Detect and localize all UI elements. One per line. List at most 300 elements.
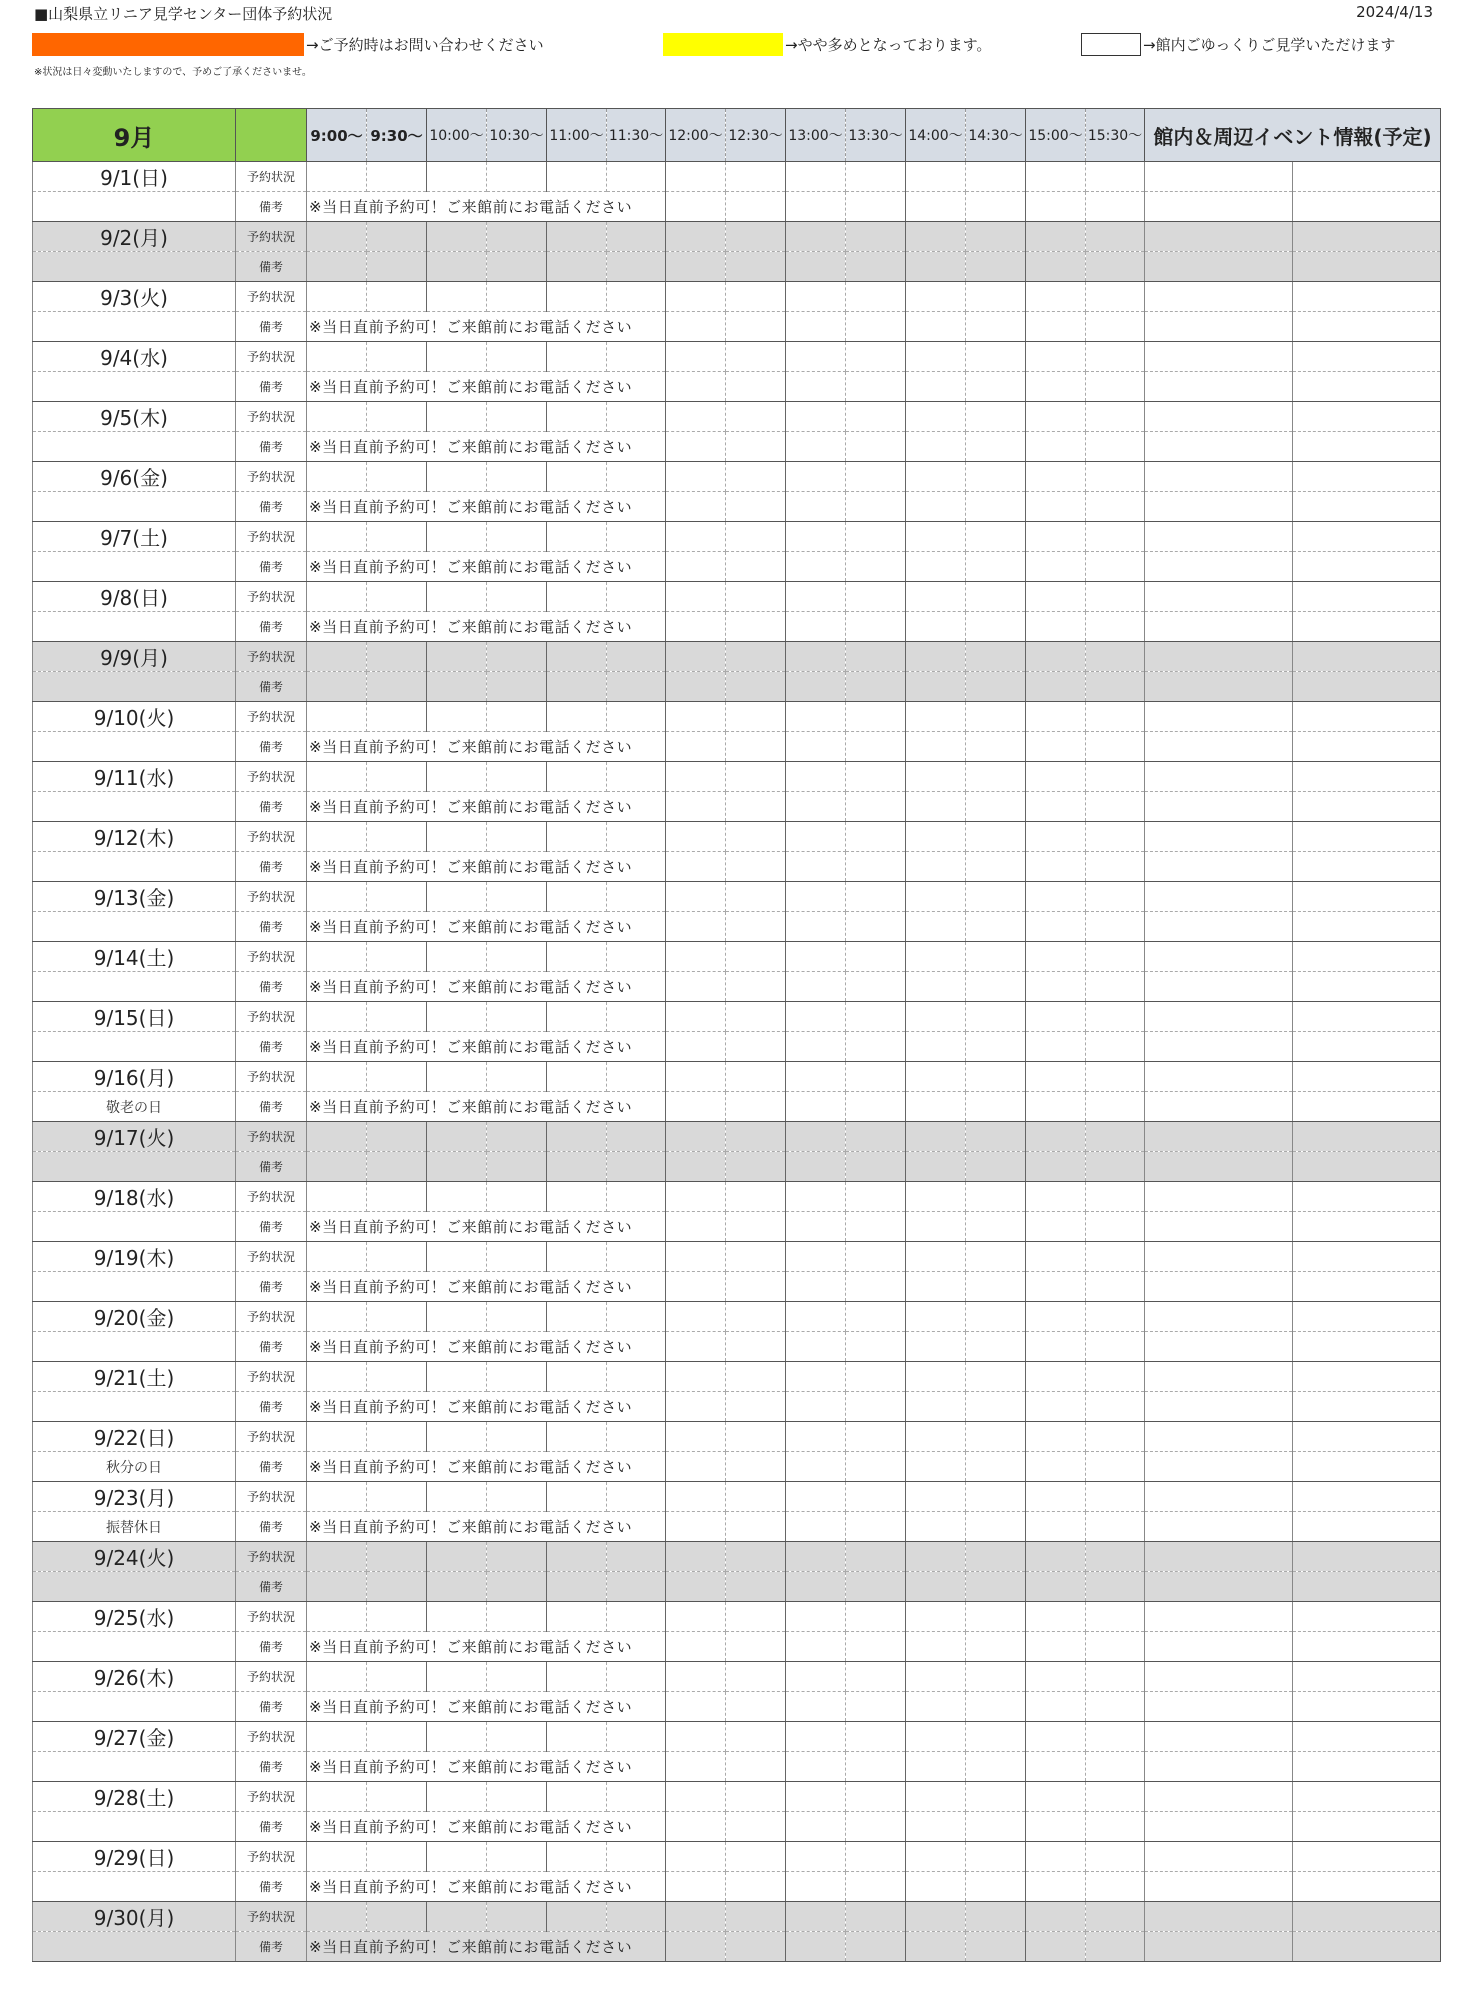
status-slot (547, 942, 607, 972)
status-slot (307, 1602, 367, 1632)
status-slot (1086, 1662, 1145, 1692)
day-status-row (33, 1722, 1441, 1752)
remark-slot (1086, 612, 1145, 642)
status-slot (726, 1362, 786, 1392)
status-slot (547, 1542, 607, 1572)
status-slot (1026, 1242, 1086, 1272)
status-slot (607, 702, 666, 732)
remark-slot (666, 1512, 726, 1542)
status-slot (607, 762, 666, 792)
day-remarks-row (33, 1452, 1441, 1482)
status-slot (547, 1122, 607, 1152)
status-slot (487, 1422, 547, 1452)
status-slot (427, 582, 487, 612)
remark-slot (726, 1212, 786, 1242)
day-remarks-row (33, 1212, 1441, 1242)
status-slot (906, 582, 966, 612)
status-slot (666, 642, 726, 672)
status-slot (307, 1482, 367, 1512)
status-slot (607, 1002, 666, 1032)
day-holiday-note (33, 612, 236, 642)
status-slot (1086, 642, 1145, 672)
status-slot (1086, 1602, 1145, 1632)
day-date: 9/2(月) (33, 222, 236, 252)
remark-text: ※当日直前予約可！ご来館前にお電話ください (307, 1812, 666, 1842)
remark-slot (786, 1392, 846, 1422)
status-slot (487, 462, 547, 492)
event-cell (1145, 1032, 1293, 1062)
event-cell (1293, 822, 1441, 852)
status-slot (307, 942, 367, 972)
status-slot (1026, 822, 1086, 852)
status-slot (367, 702, 427, 732)
event-cell (1293, 672, 1441, 702)
day-remarks-row (33, 912, 1441, 942)
status-slot (786, 582, 846, 612)
event-cell (1293, 402, 1441, 432)
event-cell (1293, 1782, 1441, 1812)
status-slot (666, 1842, 726, 1872)
remark-slot (666, 732, 726, 762)
event-cell (1145, 1722, 1293, 1752)
status-slot (427, 1422, 487, 1452)
event-cell (1293, 312, 1441, 342)
status-slot (547, 582, 607, 612)
remark-slot (726, 1332, 786, 1362)
event-cell (1145, 582, 1293, 612)
remark-slot (726, 732, 786, 762)
remark-slot (1026, 252, 1086, 282)
event-cell (1293, 1752, 1441, 1782)
status-label: 予約状況 (236, 1662, 307, 1692)
remark-text: ※当日直前予約可！ご来館前にお電話ください (307, 1632, 666, 1662)
event-cell (1293, 612, 1441, 642)
remark-slot (906, 252, 966, 282)
status-slot (1026, 1122, 1086, 1152)
status-slot (307, 1782, 367, 1812)
remark-slot (846, 1452, 906, 1482)
time-header: 14:00〜 (906, 109, 966, 162)
status-slot (487, 582, 547, 612)
day-remarks-row (33, 1272, 1441, 1302)
status-slot (1086, 222, 1145, 252)
status-slot (1026, 882, 1086, 912)
status-slot (607, 1122, 666, 1152)
day-remarks-row (33, 1932, 1441, 1962)
status-slot (906, 1902, 966, 1932)
day-date: 9/20(金) (33, 1302, 236, 1332)
updated-date: 2024/4/13 (1356, 3, 1433, 21)
status-slot (666, 222, 726, 252)
status-slot (367, 942, 427, 972)
status-slot (487, 282, 547, 312)
day-holiday-note (33, 792, 236, 822)
status-slot (1086, 1242, 1145, 1272)
event-cell (1145, 1122, 1293, 1152)
remark-slot (547, 252, 607, 282)
status-slot (547, 402, 607, 432)
status-label: 予約状況 (236, 522, 307, 552)
remark-slot (906, 672, 966, 702)
remark-slot (966, 312, 1026, 342)
status-slot (786, 882, 846, 912)
status-slot (966, 1302, 1026, 1332)
status-slot (1026, 1542, 1086, 1572)
remark-slot (726, 1152, 786, 1182)
day-date: 9/17(火) (33, 1122, 236, 1152)
time-header: 9:00〜 (307, 109, 367, 162)
event-cell (1293, 1722, 1441, 1752)
status-slot (666, 282, 726, 312)
remark-slot (666, 1332, 726, 1362)
status-slot (487, 1242, 547, 1272)
event-cell (1145, 1752, 1293, 1782)
status-slot (666, 1902, 726, 1932)
status-slot (786, 282, 846, 312)
remark-text: ※当日直前予約可！ご来館前にお電話ください (307, 492, 666, 522)
remark-slot (666, 1452, 726, 1482)
day-date: 9/10(火) (33, 702, 236, 732)
status-slot (906, 1662, 966, 1692)
day-status-row (33, 1302, 1441, 1332)
remark-slot (966, 732, 1026, 762)
status-slot (367, 642, 427, 672)
remark-slot (846, 1632, 906, 1662)
remark-slot (726, 612, 786, 642)
status-label: 予約状況 (236, 1362, 307, 1392)
status-slot (906, 1482, 966, 1512)
status-slot (367, 762, 427, 792)
time-header: 10:00〜 (427, 109, 487, 162)
remarks-label: 備考 (236, 852, 307, 882)
status-slot (966, 942, 1026, 972)
remark-slot (547, 1152, 607, 1182)
status-slot (726, 1722, 786, 1752)
status-slot (547, 642, 607, 672)
status-slot (427, 1182, 487, 1212)
status-slot (786, 1002, 846, 1032)
status-slot (1086, 1122, 1145, 1152)
status-label: 予約状況 (236, 1302, 307, 1332)
remark-slot (1086, 1572, 1145, 1602)
status-slot (846, 1182, 906, 1212)
day-remarks-row (33, 852, 1441, 882)
time-header: 10:30〜 (487, 109, 547, 162)
remark-slot (906, 1392, 966, 1422)
remark-slot (1086, 1092, 1145, 1122)
status-slot (966, 702, 1026, 732)
status-slot (427, 1122, 487, 1152)
remark-slot (846, 1692, 906, 1722)
remark-slot (1026, 492, 1086, 522)
time-header: 11:00〜 (547, 109, 607, 162)
day-remarks-row (33, 432, 1441, 462)
remark-slot (1026, 1752, 1086, 1782)
status-slot (427, 942, 487, 972)
day-holiday-note: 敬老の日 (33, 1092, 236, 1122)
status-slot (1086, 882, 1145, 912)
event-cell (1293, 1332, 1441, 1362)
status-slot (846, 702, 906, 732)
status-slot (786, 1602, 846, 1632)
remark-slot (666, 792, 726, 822)
day-status-row (33, 1842, 1441, 1872)
remark-slot (666, 1632, 726, 1662)
status-slot (1026, 1902, 1086, 1932)
remark-slot (786, 1932, 846, 1962)
remarks-label: 備考 (236, 1092, 307, 1122)
status-slot (786, 1722, 846, 1752)
remark-slot (1086, 1752, 1145, 1782)
status-slot (307, 1302, 367, 1332)
remark-slot (846, 492, 906, 522)
remark-slot (846, 792, 906, 822)
status-slot (846, 942, 906, 972)
remark-slot (1086, 492, 1145, 522)
remark-slot (846, 432, 906, 462)
status-slot (607, 1362, 666, 1392)
remark-slot (1026, 972, 1086, 1002)
status-slot (307, 1902, 367, 1932)
status-label: 予約状況 (236, 282, 307, 312)
status-slot (966, 1002, 1026, 1032)
remark-slot (846, 912, 906, 942)
status-slot (367, 1722, 427, 1752)
day-holiday-note (33, 1752, 236, 1782)
event-cell (1145, 1182, 1293, 1212)
day-holiday-note (33, 1392, 236, 1422)
day-date: 9/14(土) (33, 942, 236, 972)
status-slot (906, 342, 966, 372)
day-holiday-note (33, 1932, 236, 1962)
remark-slot (726, 1512, 786, 1542)
status-slot (487, 222, 547, 252)
remark-slot (846, 1152, 906, 1182)
status-slot (726, 1182, 786, 1212)
status-slot (966, 1182, 1026, 1212)
status-slot (607, 1902, 666, 1932)
status-slot (367, 522, 427, 552)
status-slot (666, 1122, 726, 1152)
status-slot (906, 1242, 966, 1272)
remark-slot (966, 372, 1026, 402)
event-cell (1293, 1392, 1441, 1422)
status-slot (786, 762, 846, 792)
day-date: 9/22(日) (33, 1422, 236, 1452)
status-slot (846, 1302, 906, 1332)
remark-slot (786, 792, 846, 822)
event-cell (1145, 1482, 1293, 1512)
status-label: 予約状況 (236, 702, 307, 732)
remark-slot (726, 1392, 786, 1422)
status-slot (1086, 1902, 1145, 1932)
remarks-label: 備考 (236, 372, 307, 402)
event-cell (1293, 1242, 1441, 1272)
status-slot (307, 1422, 367, 1452)
status-slot (1026, 402, 1086, 432)
status-slot (547, 1602, 607, 1632)
remark-slot (906, 852, 966, 882)
status-slot (666, 1722, 726, 1752)
event-cell (1145, 1602, 1293, 1632)
event-cell (1145, 162, 1293, 192)
status-slot (666, 1662, 726, 1692)
status-slot (487, 162, 547, 192)
status-slot (1026, 582, 1086, 612)
status-slot (906, 702, 966, 732)
event-cell (1293, 552, 1441, 582)
event-cell (1145, 1092, 1293, 1122)
legend-text-available: →館内ごゆっくりご見学いただけます (1143, 36, 1396, 54)
event-cell (1293, 1032, 1441, 1062)
status-slot (846, 1362, 906, 1392)
status-slot (666, 1602, 726, 1632)
remark-slot (966, 912, 1026, 942)
status-slot (666, 702, 726, 732)
day-remarks-row (33, 372, 1441, 402)
event-cell (1293, 1182, 1441, 1212)
status-slot (786, 1842, 846, 1872)
day-date: 9/7(土) (33, 522, 236, 552)
remark-slot (786, 192, 846, 222)
status-slot (607, 1302, 666, 1332)
status-slot (427, 882, 487, 912)
remark-slot (726, 792, 786, 822)
remark-slot (1086, 1872, 1145, 1902)
status-slot (846, 642, 906, 672)
status-slot (906, 1602, 966, 1632)
remark-slot (666, 972, 726, 1002)
time-header: 12:30〜 (726, 109, 786, 162)
page-title: ■山梨県立リニア見学センター団体予約状況 (34, 5, 333, 23)
remark-slot (786, 1872, 846, 1902)
status-slot (786, 702, 846, 732)
day-remarks-row (33, 1752, 1441, 1782)
remark-slot (666, 1932, 726, 1962)
status-slot (846, 1602, 906, 1632)
remark-slot (1026, 1932, 1086, 1962)
remark-text: ※当日直前予約可！ご来館前にお電話ください (307, 732, 666, 762)
status-slot (1026, 1302, 1086, 1332)
status-slot (906, 522, 966, 552)
event-cell (1293, 1092, 1441, 1122)
remark-slot (666, 1572, 726, 1602)
status-slot (367, 1542, 427, 1572)
status-slot (786, 1482, 846, 1512)
status-slot (726, 1542, 786, 1572)
remark-slot (786, 432, 846, 462)
status-slot (726, 1242, 786, 1272)
status-slot (726, 222, 786, 252)
status-slot (966, 1482, 1026, 1512)
event-cell (1145, 1362, 1293, 1392)
day-remarks-row (33, 552, 1441, 582)
status-slot (1086, 1722, 1145, 1752)
status-label: 予約状況 (236, 1782, 307, 1812)
event-cell (1293, 1362, 1441, 1392)
event-cell (1145, 792, 1293, 822)
remark-slot (786, 1272, 846, 1302)
remark-slot (1026, 1272, 1086, 1302)
status-slot (607, 1062, 666, 1092)
day-remarks-row (33, 1572, 1441, 1602)
remark-slot (1086, 972, 1145, 1002)
day-status-row (33, 342, 1441, 372)
remark-slot (786, 732, 846, 762)
event-cell (1145, 522, 1293, 552)
remarks-label: 備考 (236, 192, 307, 222)
remark-slot (966, 1872, 1026, 1902)
status-slot (906, 1002, 966, 1032)
status-slot (786, 162, 846, 192)
remark-slot (786, 1032, 846, 1062)
remark-slot (1026, 1872, 1086, 1902)
status-slot (966, 1422, 1026, 1452)
remark-slot (607, 672, 666, 702)
remarks-label: 備考 (236, 1932, 307, 1962)
remark-slot (906, 1272, 966, 1302)
status-slot (1086, 702, 1145, 732)
status-slot (367, 342, 427, 372)
status-slot (786, 522, 846, 552)
status-slot (786, 462, 846, 492)
status-label: 予約状況 (236, 762, 307, 792)
status-slot (786, 342, 846, 372)
status-label: 予約状況 (236, 1542, 307, 1572)
remark-slot (1086, 732, 1145, 762)
legend-swatch-busy (32, 33, 304, 56)
status-slot (1026, 1602, 1086, 1632)
status-slot (307, 702, 367, 732)
remark-slot (906, 1092, 966, 1122)
status-label: 予約状況 (236, 882, 307, 912)
event-cell (1293, 882, 1441, 912)
remark-slot (846, 312, 906, 342)
day-status-row (33, 1662, 1441, 1692)
time-header: 11:30〜 (607, 109, 666, 162)
remark-slot (666, 1092, 726, 1122)
day-remarks-row (33, 672, 1441, 702)
status-slot (427, 822, 487, 852)
status-slot (666, 522, 726, 552)
status-slot (966, 642, 1026, 672)
status-slot (666, 582, 726, 612)
status-label: 予約状況 (236, 1842, 307, 1872)
status-slot (726, 1422, 786, 1452)
status-slot (966, 402, 1026, 432)
status-label: 予約状況 (236, 1242, 307, 1272)
remark-slot (846, 1272, 906, 1302)
status-slot (906, 1722, 966, 1752)
day-holiday-note (33, 1332, 236, 1362)
remarks-label: 備考 (236, 732, 307, 762)
status-slot (906, 1842, 966, 1872)
time-header: 15:00〜 (1026, 109, 1086, 162)
status-slot (427, 1302, 487, 1332)
remark-slot (666, 1752, 726, 1782)
status-slot (1086, 402, 1145, 432)
status-label: 予約状況 (236, 342, 307, 372)
remark-text: ※当日直前予約可！ご来館前にお電話ください (307, 1032, 666, 1062)
remark-slot (726, 1092, 786, 1122)
event-cell (1293, 1212, 1441, 1242)
remark-text: ※当日直前予約可！ご来館前にお電話ください (307, 1752, 666, 1782)
remark-slot (846, 1812, 906, 1842)
remark-slot (966, 1572, 1026, 1602)
remark-slot (1026, 732, 1086, 762)
event-cell (1145, 882, 1293, 912)
remark-slot (726, 432, 786, 462)
